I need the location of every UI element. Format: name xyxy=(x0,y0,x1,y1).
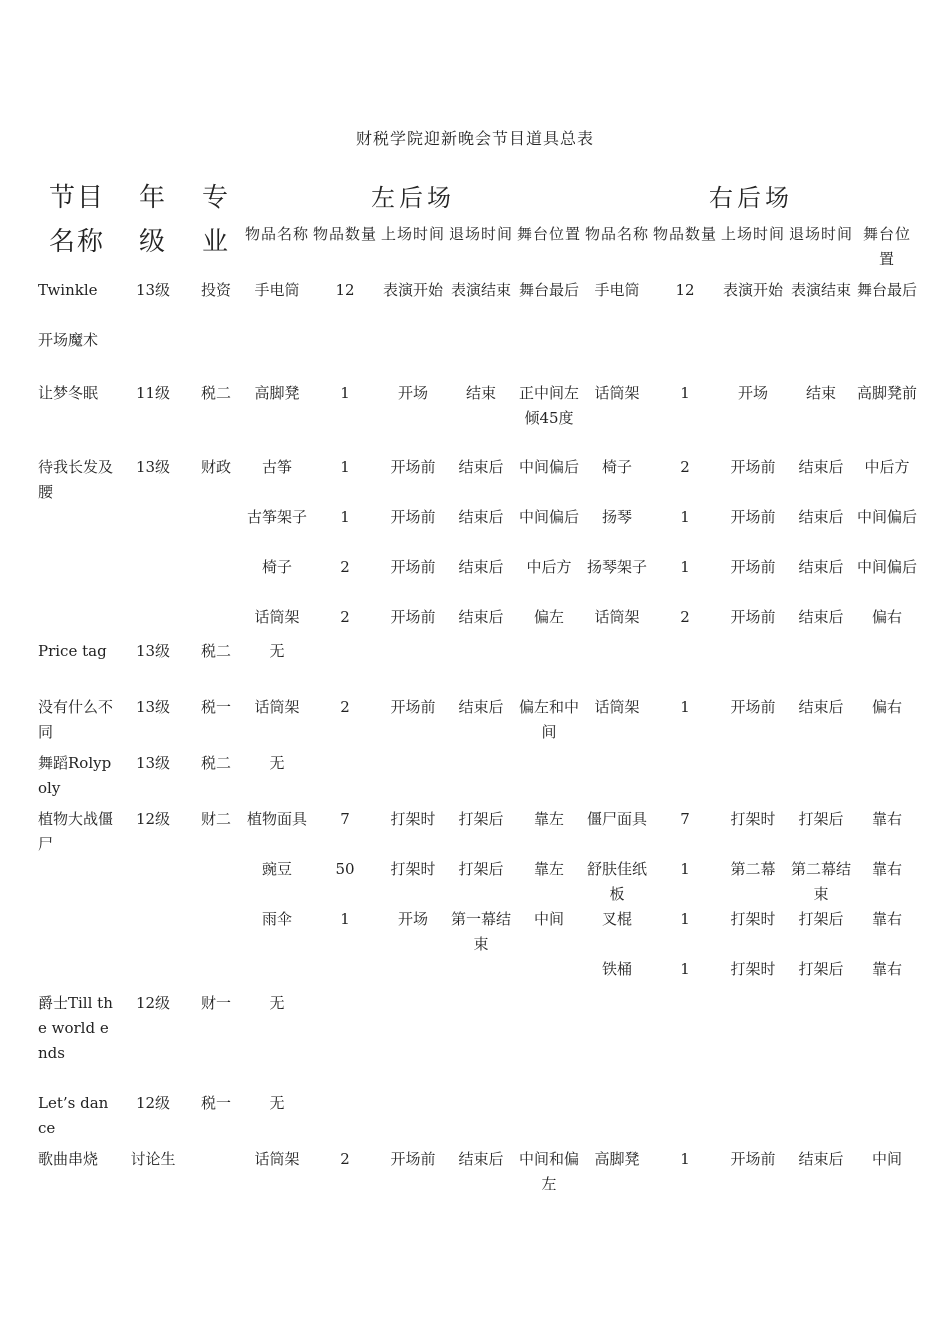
col-header: 物品名称 xyxy=(584,225,649,243)
left-item-cell xyxy=(514,751,584,807)
major-cell xyxy=(190,1147,242,1197)
program-name-cell xyxy=(38,605,116,639)
left-item-cell: 7 xyxy=(340,810,350,828)
left-item-cell: 开场前 xyxy=(390,508,436,526)
right-item-cell: 打架时 xyxy=(730,960,776,978)
right-item-cell: 打架时 xyxy=(730,810,776,828)
grade-cell: 11级 xyxy=(135,384,171,402)
right-item-cell: 僵尸面具 xyxy=(586,810,647,828)
right-item-cell xyxy=(584,991,650,1091)
left-item-cell: 无 xyxy=(269,754,285,772)
right-item-cell: 2 xyxy=(680,458,690,476)
right-item-cell: 扬琴 xyxy=(601,508,632,526)
right-item-cell xyxy=(584,639,650,695)
right-item-cell: 话筒架 xyxy=(594,698,640,716)
grade-cell: 13级 xyxy=(135,458,171,476)
table-row xyxy=(38,807,918,857)
col-header: 上场时间 xyxy=(380,225,445,243)
right-item-cell: 结束后 xyxy=(798,508,844,526)
left-item-cell xyxy=(514,957,584,991)
right-item-cell: 1 xyxy=(680,910,690,928)
props-table xyxy=(38,178,918,1197)
right-item-cell: 椅子 xyxy=(601,458,632,476)
right-item-cell: 话筒架 xyxy=(594,608,640,626)
program-name-cell: 舞蹈Rolypoly xyxy=(38,754,112,797)
left-item-cell xyxy=(312,751,378,807)
program-name-cell: Price tag xyxy=(38,642,107,660)
left-item-cell: 正中间左倾45度 xyxy=(518,384,579,427)
right-item-cell xyxy=(650,639,720,695)
grade-cell xyxy=(116,907,190,957)
program-name-cell: Let’s dance xyxy=(38,1094,109,1137)
header-major-2: 业 xyxy=(201,227,230,257)
table-row xyxy=(38,278,918,381)
right-item-cell: 开场前 xyxy=(730,608,776,626)
grade-cell: 13级 xyxy=(135,281,171,299)
right-item-cell xyxy=(720,1091,786,1147)
left-item-cell: 结束后 xyxy=(458,698,504,716)
left-item-cell: 打架时 xyxy=(390,810,436,828)
right-item-cell xyxy=(720,639,786,695)
program-name-cell xyxy=(38,857,116,907)
right-item-cell: 靠右 xyxy=(871,910,902,928)
major-cell: 财一 xyxy=(200,994,231,1012)
left-item-cell xyxy=(514,1091,584,1147)
right-item-cell: 结束后 xyxy=(798,458,844,476)
left-item-cell: 开场前 xyxy=(390,698,436,716)
right-item-cell: 靠右 xyxy=(871,860,902,878)
header-program-2: 名称 xyxy=(48,227,105,257)
grade-cell: 12级 xyxy=(135,810,171,828)
left-item-cell: 话筒架 xyxy=(254,608,300,626)
right-item-cell xyxy=(650,751,720,807)
right-item-cell: 中间偏后 xyxy=(856,508,917,526)
left-item-cell: 2 xyxy=(340,558,350,576)
program-name-cell xyxy=(38,907,116,957)
left-item-cell: 1 xyxy=(340,508,350,526)
right-item-cell: 偏右 xyxy=(871,608,902,626)
header-major-1: 专 xyxy=(201,183,230,213)
left-item-cell xyxy=(448,1091,514,1147)
table-row xyxy=(38,991,918,1091)
left-item-cell: 结束后 xyxy=(458,458,504,476)
right-item-cell: 叉棍 xyxy=(601,910,632,928)
right-item-cell: 开场前 xyxy=(730,558,776,576)
left-item-cell: 植物面具 xyxy=(246,810,307,828)
right-item-cell xyxy=(786,1091,856,1147)
left-item-cell: 话筒架 xyxy=(254,1150,300,1168)
left-item-cell: 表演开始 xyxy=(382,281,443,299)
left-item-cell: 开场 xyxy=(397,910,428,928)
right-item-cell xyxy=(650,1091,720,1147)
right-item-cell: 打架后 xyxy=(798,910,844,928)
right-item-cell: 结束后 xyxy=(798,698,844,716)
table-row xyxy=(38,381,918,455)
right-item-cell: 结束 xyxy=(805,384,836,402)
left-item-cell: 2 xyxy=(340,608,350,626)
right-item-cell xyxy=(786,991,856,1091)
left-item-cell: 开场 xyxy=(397,384,428,402)
left-section-title: 左后场 xyxy=(371,184,455,212)
right-item-cell: 表演结束 xyxy=(790,281,851,299)
grade-cell: 13级 xyxy=(135,642,171,660)
left-item-cell: 偏左 xyxy=(533,608,564,626)
table-row xyxy=(38,857,918,907)
right-item-cell xyxy=(856,639,918,695)
right-item-cell: 开场前 xyxy=(730,458,776,476)
left-item-cell: 12 xyxy=(335,281,355,299)
right-item-cell xyxy=(856,1091,918,1147)
left-item-cell: 打架后 xyxy=(458,860,504,878)
right-item-cell: 结束后 xyxy=(798,558,844,576)
program-subtitle: 开场魔术 xyxy=(38,331,99,349)
right-section-title: 右后场 xyxy=(709,184,793,212)
table-row xyxy=(38,907,918,957)
grade-cell xyxy=(116,505,190,555)
grade-cell: 12级 xyxy=(135,1094,171,1112)
right-item-cell: 结束后 xyxy=(798,608,844,626)
left-item-cell xyxy=(378,957,448,991)
left-item-cell xyxy=(448,991,514,1091)
left-item-cell: 舞台最后 xyxy=(518,281,579,299)
left-item-cell xyxy=(378,639,448,695)
program-name-cell: 植物大战僵尸 xyxy=(38,810,114,853)
right-item-cell xyxy=(786,639,856,695)
right-item-cell: 1 xyxy=(680,860,690,878)
left-item-cell: 无 xyxy=(269,994,285,1012)
left-item-cell: 中间 xyxy=(533,910,564,928)
table-row xyxy=(38,605,918,639)
left-item-cell xyxy=(378,751,448,807)
program-name-cell: 没有什么不同 xyxy=(38,698,114,741)
program-name-cell: 歌曲串烧 xyxy=(38,1150,99,1168)
grade-cell: 讨论生 xyxy=(130,1150,176,1168)
program-name-cell xyxy=(38,278,116,381)
left-item-cell xyxy=(448,751,514,807)
grade-cell: 12级 xyxy=(135,994,171,1012)
table-row xyxy=(38,555,918,605)
right-item-cell: 扬琴架子 xyxy=(586,558,647,576)
grade-cell xyxy=(116,605,190,639)
left-item-cell: 中间偏后 xyxy=(518,508,579,526)
left-item-cell: 1 xyxy=(340,458,350,476)
grade-cell xyxy=(116,555,190,605)
major-cell xyxy=(190,907,242,957)
major-cell: 税二 xyxy=(200,384,231,402)
left-item-cell: 古筝 xyxy=(261,458,292,476)
left-item-cell: 无 xyxy=(269,1094,285,1112)
program-name-cell: 爵士Till the world ends xyxy=(38,994,113,1062)
left-item-cell: 靠左 xyxy=(533,810,564,828)
right-item-cell: 12 xyxy=(675,281,695,299)
left-item-cell: 手电筒 xyxy=(254,281,300,299)
right-item-cell: 中间偏后 xyxy=(856,558,917,576)
grade-cell: 13级 xyxy=(135,698,171,716)
col-header: 上场时间 xyxy=(720,225,785,243)
left-item-cell: 结束 xyxy=(465,384,496,402)
table-row xyxy=(38,695,918,751)
program-name-cell: 待我长发及腰 xyxy=(38,458,114,501)
col-header: 退场时间 xyxy=(788,225,853,243)
right-item-cell: 结束后 xyxy=(798,1150,844,1168)
left-item-cell: 靠左 xyxy=(533,860,564,878)
right-item-cell: 1 xyxy=(680,960,690,978)
header-grade-2: 级 xyxy=(138,227,167,257)
major-cell xyxy=(190,957,242,991)
table-row xyxy=(38,1091,918,1147)
major-cell: 税二 xyxy=(200,642,231,660)
right-item-cell: 表演开始 xyxy=(722,281,783,299)
right-item-cell xyxy=(856,991,918,1091)
right-item-cell: 2 xyxy=(680,608,690,626)
left-item-cell: 结束后 xyxy=(458,608,504,626)
right-item-cell: 1 xyxy=(680,1150,690,1168)
program-name-cell xyxy=(38,555,116,605)
left-item-cell: 表演结束 xyxy=(450,281,511,299)
right-item-cell: 打架后 xyxy=(798,810,844,828)
left-item-cell: 1 xyxy=(340,910,350,928)
major-cell xyxy=(190,555,242,605)
col-header: 舞台位置 xyxy=(516,225,581,243)
major-cell: 税一 xyxy=(200,1094,231,1112)
right-item-cell: 舒肤佳纸板 xyxy=(586,860,647,903)
left-item-cell xyxy=(312,991,378,1091)
left-item-cell xyxy=(312,957,378,991)
table-row xyxy=(38,957,918,991)
table-row xyxy=(38,1147,918,1197)
left-item-cell: 中间偏后 xyxy=(518,458,579,476)
left-item-cell xyxy=(514,991,584,1091)
left-item-cell: 中后方 xyxy=(526,558,572,576)
major-cell: 财二 xyxy=(200,810,231,828)
left-item-cell xyxy=(312,1091,378,1147)
right-item-cell xyxy=(786,751,856,807)
major-cell xyxy=(190,857,242,907)
col-header: 物品数量 xyxy=(312,225,377,243)
program-name-cell xyxy=(38,505,116,555)
right-item-cell: 打架后 xyxy=(798,960,844,978)
right-item-cell xyxy=(720,991,786,1091)
col-header: 物品数量 xyxy=(652,225,717,243)
right-item-cell: 靠右 xyxy=(871,810,902,828)
header-grade-1: 年 xyxy=(138,183,167,213)
right-item-cell: 高脚凳前 xyxy=(856,384,917,402)
right-item-cell xyxy=(720,751,786,807)
right-item-cell xyxy=(856,751,918,807)
left-item-cell: 50 xyxy=(335,860,355,878)
left-item-cell: 话筒架 xyxy=(254,698,300,716)
right-item-cell: 偏右 xyxy=(871,698,902,716)
left-item-cell xyxy=(242,957,312,991)
col-header: 退场时间 xyxy=(448,225,513,243)
left-item-cell: 开场前 xyxy=(390,458,436,476)
left-item-cell: 2 xyxy=(340,1150,350,1168)
left-item-cell: 椅子 xyxy=(261,558,292,576)
grade-cell xyxy=(116,857,190,907)
major-cell xyxy=(190,505,242,555)
col-header: 物品名称 xyxy=(244,225,309,243)
major-cell: 财政 xyxy=(200,458,231,476)
left-item-cell: 偏左和中间 xyxy=(518,698,579,741)
right-item-cell xyxy=(584,751,650,807)
right-item-cell: 舞台最后 xyxy=(856,281,917,299)
right-item-cell xyxy=(650,991,720,1091)
right-item-cell: 靠右 xyxy=(871,960,902,978)
left-item-cell: 无 xyxy=(269,642,285,660)
right-item-cell: 话筒架 xyxy=(594,384,640,402)
left-item-cell: 第一幕结束 xyxy=(450,910,511,953)
left-item-cell: 开场前 xyxy=(390,608,436,626)
right-item-cell: 开场前 xyxy=(730,1150,776,1168)
right-item-cell: 手电筒 xyxy=(594,281,640,299)
right-item-cell: 铁桶 xyxy=(601,960,632,978)
left-item-cell xyxy=(378,991,448,1091)
right-item-cell: 第二幕 xyxy=(730,860,776,878)
left-item-cell: 结束后 xyxy=(458,508,504,526)
program-name-cell xyxy=(38,957,116,991)
left-item-cell: 1 xyxy=(340,384,350,402)
page-title: 财税学院迎新晚会节目道具总表 xyxy=(355,129,594,148)
grade-cell: 13级 xyxy=(135,754,171,772)
left-item-cell xyxy=(514,639,584,695)
right-item-cell: 高脚凳 xyxy=(594,1150,640,1168)
left-item-cell: 开场前 xyxy=(390,558,436,576)
right-item-cell: 1 xyxy=(680,558,690,576)
left-item-cell: 古筝架子 xyxy=(246,508,307,526)
left-item-cell: 开场前 xyxy=(390,1150,436,1168)
left-item-cell: 结束后 xyxy=(458,1150,504,1168)
right-item-cell: 开场前 xyxy=(730,698,776,716)
left-item-cell xyxy=(378,1091,448,1147)
header-program-1: 节目 xyxy=(48,183,105,213)
right-item-cell: 1 xyxy=(680,698,690,716)
col-header: 舞台位置 xyxy=(862,225,911,268)
left-item-cell: 高脚凳 xyxy=(254,384,300,402)
right-item-cell: 7 xyxy=(680,810,690,828)
left-item-cell: 打架时 xyxy=(390,860,436,878)
program-name-line: Twinkle xyxy=(38,281,98,299)
left-item-cell: 中间和偏左 xyxy=(518,1150,579,1193)
right-item-cell: 第二幕结束 xyxy=(790,860,851,903)
major-cell: 税一 xyxy=(200,698,231,716)
left-item-cell: 结束后 xyxy=(458,558,504,576)
left-item-cell: 雨伞 xyxy=(261,910,292,928)
right-item-cell xyxy=(584,1091,650,1147)
right-item-cell: 开场 xyxy=(737,384,768,402)
left-item-cell: 2 xyxy=(340,698,350,716)
left-item-cell: 打架后 xyxy=(458,810,504,828)
right-item-cell: 1 xyxy=(680,508,690,526)
left-item-cell: 豌豆 xyxy=(261,860,292,878)
right-item-cell: 开场前 xyxy=(730,508,776,526)
major-cell xyxy=(190,605,242,639)
program-name-cell: 让梦冬眠 xyxy=(38,384,99,402)
table-row xyxy=(38,751,918,807)
major-cell: 税二 xyxy=(200,754,231,772)
right-item-cell: 1 xyxy=(680,384,690,402)
left-item-cell xyxy=(448,957,514,991)
grade-cell xyxy=(116,957,190,991)
left-item-cell xyxy=(312,639,378,695)
table-row xyxy=(38,639,918,695)
left-item-cell xyxy=(448,639,514,695)
table-row xyxy=(38,505,918,555)
major-cell: 投资 xyxy=(200,281,231,299)
right-item-cell: 中后方 xyxy=(864,458,910,476)
table-row xyxy=(38,455,918,505)
right-item-cell: 中间 xyxy=(871,1150,902,1168)
right-item-cell: 打架时 xyxy=(730,910,776,928)
